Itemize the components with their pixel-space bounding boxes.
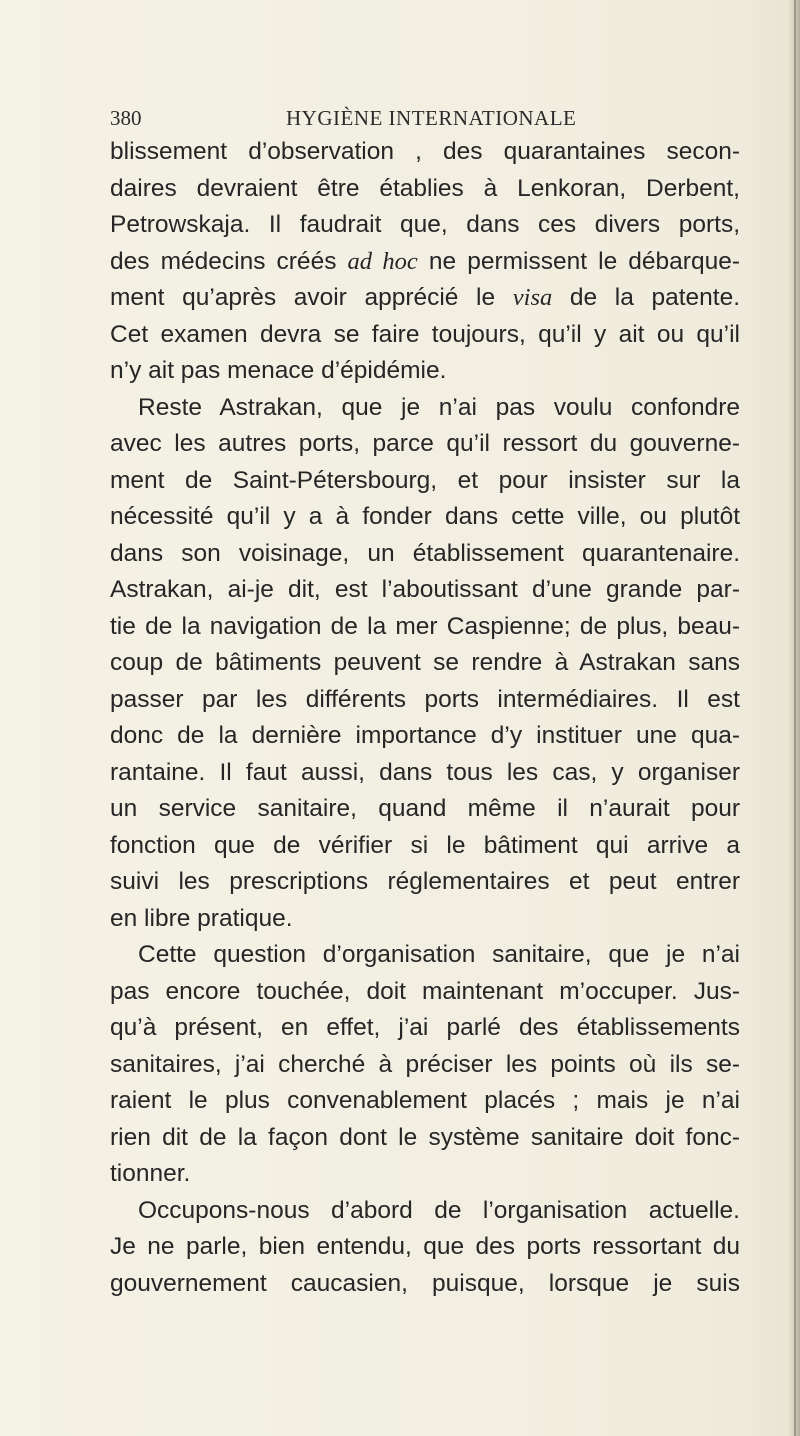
text-line [110,280,740,317]
text-line: tie de la navigation de la mer Caspienne; de plus, beau- [110,612,740,640]
text-line: pas encore touchée, doit maintenant m’occuper. Jus- [110,977,740,1005]
text-line: donc de la dernière importance d’y instituer une qua- [110,722,740,749]
running-title: HYGIÈNE INTERNATIONALE [286,106,577,130]
italic-text: visa [512,284,553,311]
body-text [110,134,740,1302]
text-line: Cet examen devra se faire toujours, qu’il y ait ou qu’il [110,320,740,348]
text-line: Je ne parle, bien entendu, que des ports ressortant du [110,1233,740,1260]
text-line: passer par les différents ports intermédiaires. Il est [110,685,740,713]
text-line: rien dit de la façon dont le système sanitaire doit fonc- [110,1123,740,1151]
text-line: sanitaires, j’ai cherché à préciser les points où ils se- [110,1050,740,1078]
text-line: blissement d’observation , des quarantaines secon- [110,138,740,165]
paragraph-first-line: Occupons-nous d’abord de l’organisation actuelle. [138,1196,740,1224]
text-run: de la patente. [552,284,740,311]
text-line: daires devraient être établies à Lenkoran, Derbent, [110,174,740,202]
italic-text: ad hoc [347,247,418,275]
text-line [110,244,740,281]
text-line: Petrowskaja. Il faudrait que, dans ces divers ports, [110,211,740,238]
text-line: ment de Saint-Pétersbourg, et pour insister sur la [110,466,740,494]
paragraph-first-line: Reste Astrakan, que je n’ai pas voulu confondre [138,393,740,421]
page-number: 380 [110,106,142,130]
text-line: un service sanitaire, quand même il n’aurait pour [110,795,740,822]
paragraph-last-line: n’y ait pas menace d’épidémie. [110,357,447,384]
page-edge-line [794,0,796,1436]
page-header [110,100,730,136]
text-run: des médecins créés [110,247,348,275]
text-line: rantaine. Il faut aussi, dans tous les cas, y organiser [110,758,740,786]
text-line: coup de bâtiments peuvent se rendre à Astrakan sans [110,649,740,676]
text-line: suivi les prescriptions réglementaires et peut entrer [110,868,740,895]
text-line: Astrakan, ai-je dit, est l’aboutissant d’une grande par- [110,576,740,603]
text-line: gouvernement caucasien, puisque, lorsque je suis [110,1269,740,1297]
text-line: qu’à présent, en effet, j’ai parlé des établissements [110,1014,740,1041]
text-run: ment qu’après avoir apprécié le [110,284,513,311]
text-line: raient le plus convenablement placés ; mais je n’ai [110,1087,740,1114]
paragraph-last-line: tionner. [110,1160,191,1187]
text-line: nécessité qu’il y a à fonder dans cette ville, ou plutôt [110,503,740,530]
text-line: avec les autres ports, parce qu’il ressort du gouverne- [110,430,740,457]
text-line: fonction que de vérifier si le bâtiment qui arrive a [110,831,740,859]
paragraph-first-line: Cette question d’organisation sanitaire, que je n’ai [138,941,740,968]
paragraph-last-line: en libre pratique. [110,904,293,932]
text-line: dans son voisinage, un établissement quarantenaire. [110,539,740,567]
text-run: ne permissent le débarque- [417,247,740,275]
